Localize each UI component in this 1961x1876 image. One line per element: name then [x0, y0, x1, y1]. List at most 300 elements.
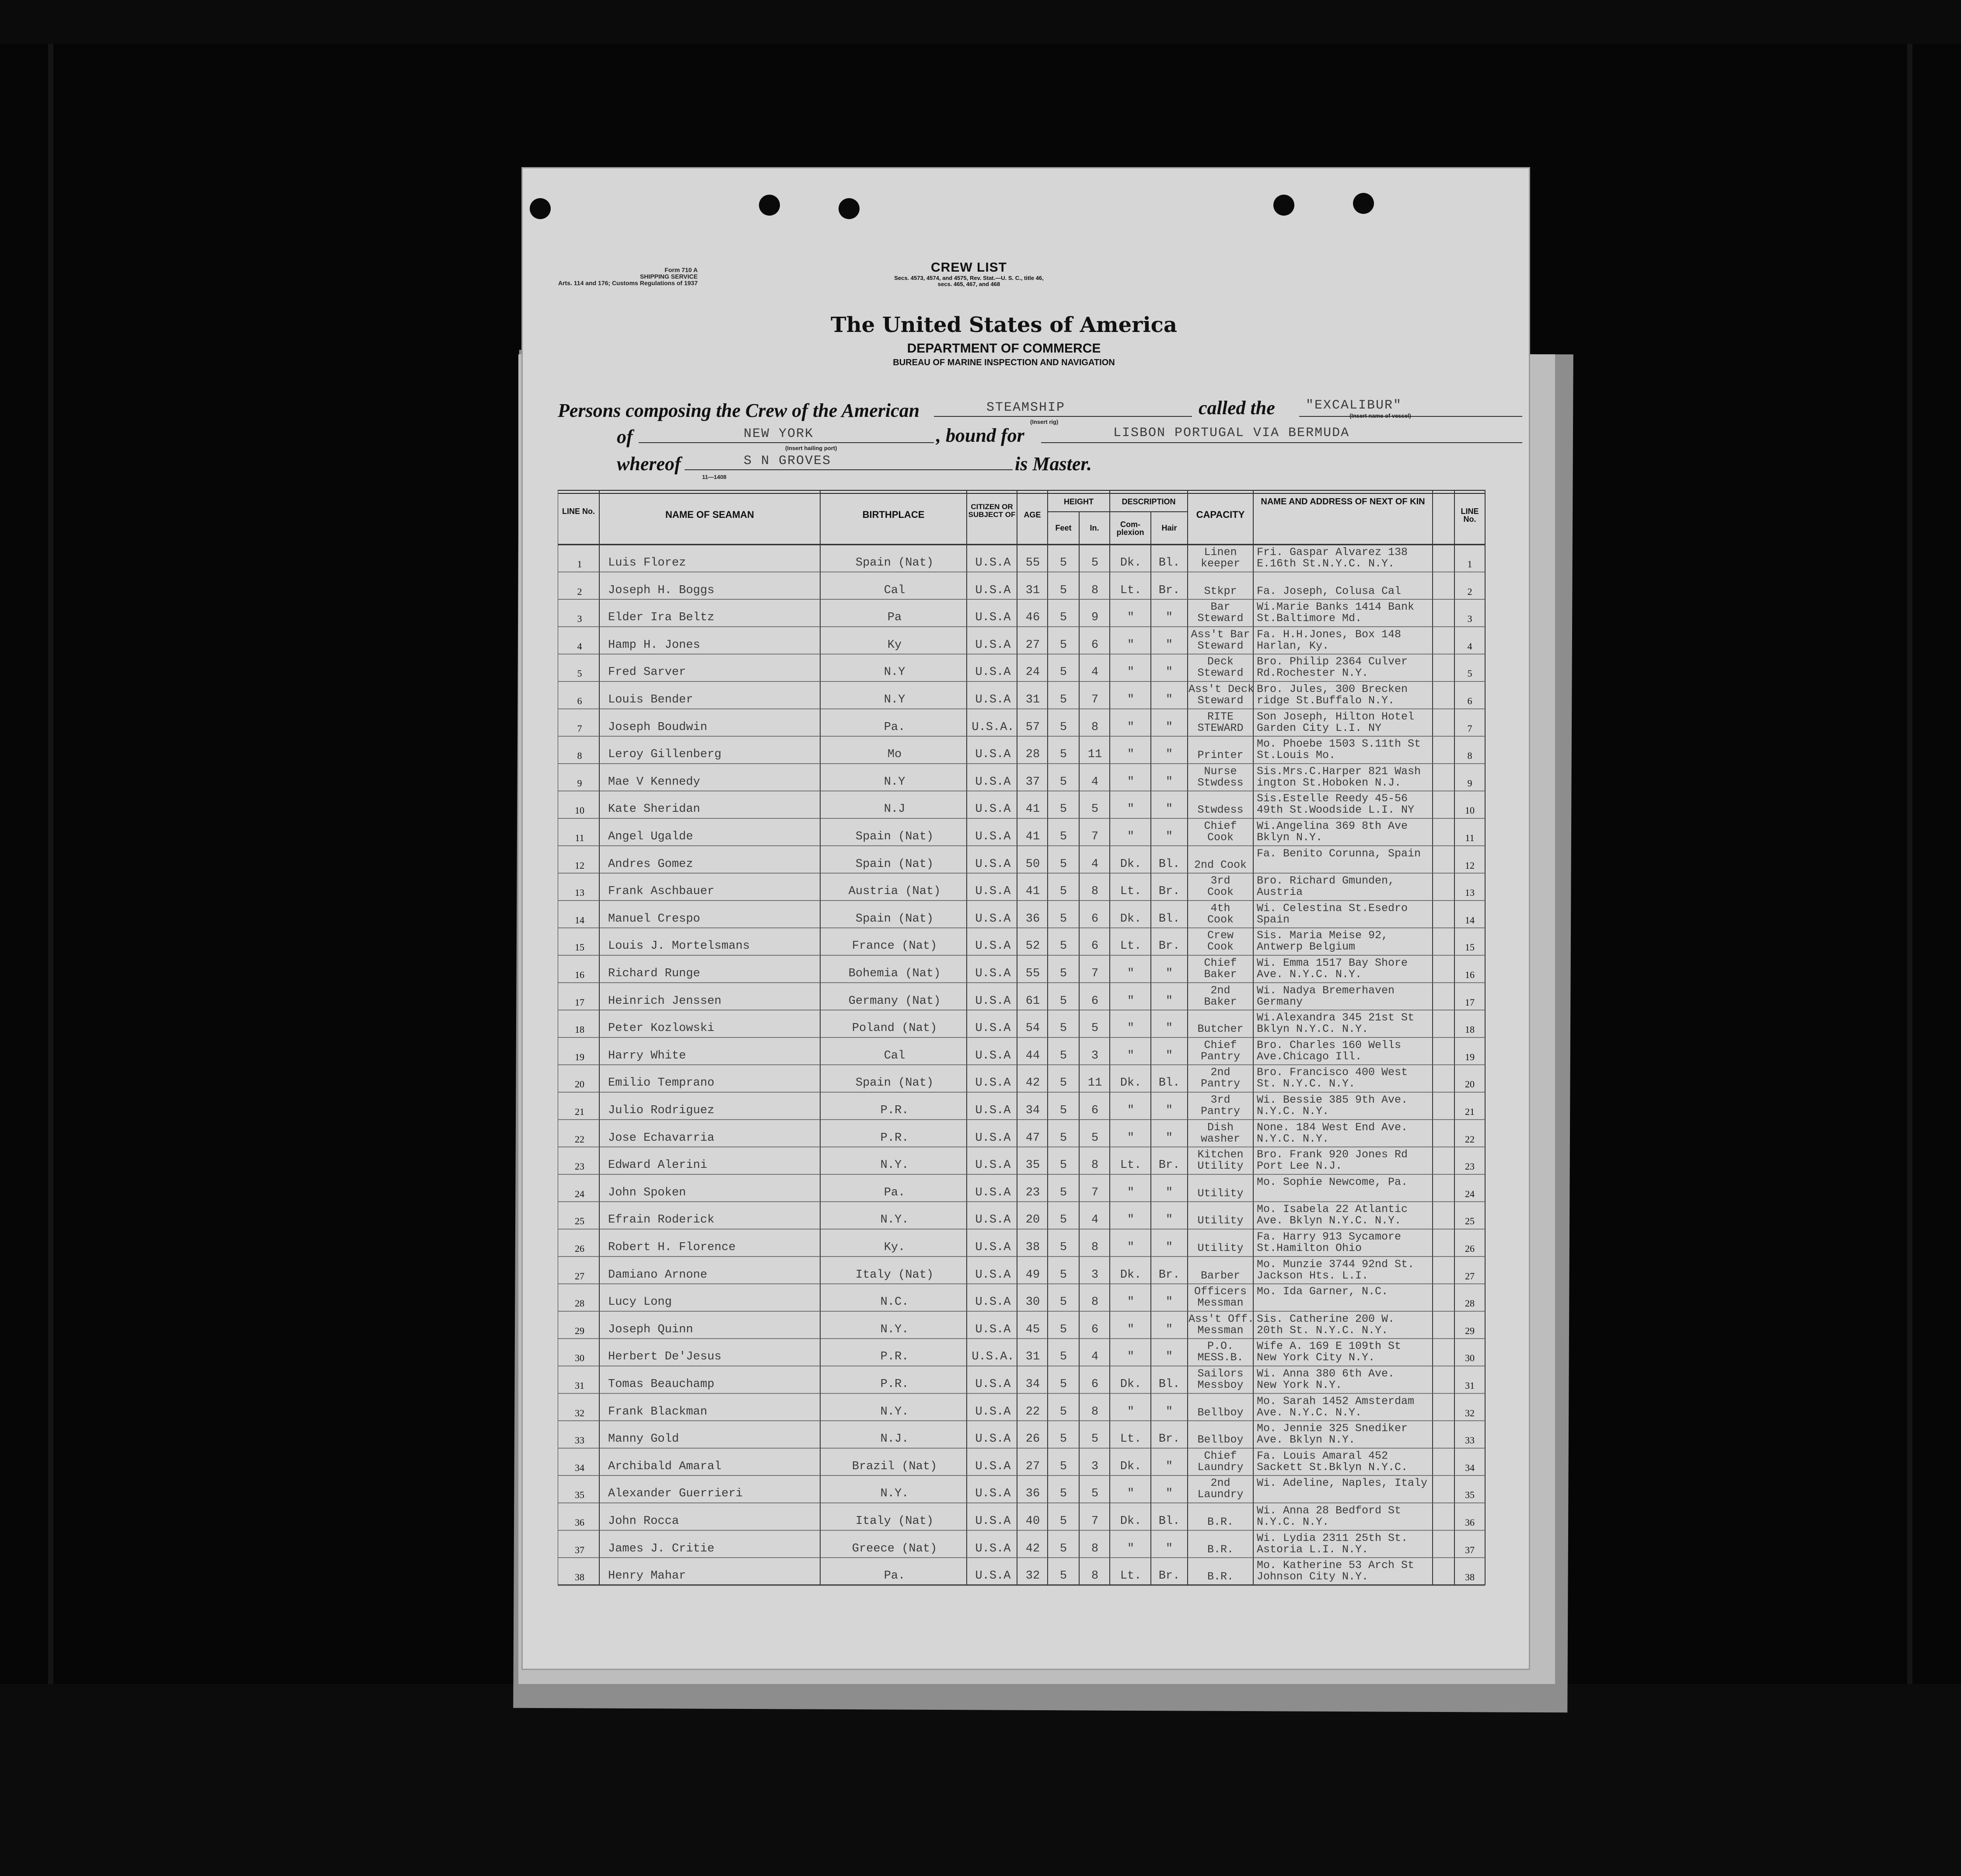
capacity-line-1: 2nd [1210, 984, 1230, 997]
seaman-name: Tomas Beauchamp [608, 1378, 715, 1391]
height-inches: 5 [1091, 1432, 1099, 1446]
row-line-number: 10 [575, 805, 584, 816]
hair: " [1165, 1049, 1173, 1062]
row-line-number: 24 [575, 1188, 584, 1199]
seaman-name: Frank Aschbauer [608, 885, 715, 898]
citizenship: U.S.A [975, 1076, 1011, 1090]
capacity-line-2: Bellboy [1197, 1433, 1244, 1446]
citizenship: U.S.A [975, 748, 1011, 762]
complexion: " [1127, 967, 1135, 980]
row-line-number: 27 [575, 1270, 584, 1282]
height-feet: 5 [1059, 1350, 1067, 1364]
next-of-kin-line-2: St. N.Y.C. N.Y. [1257, 1079, 1356, 1090]
seaman-name: Heinrich Jenssen [608, 994, 722, 1008]
complexion: " [1127, 720, 1135, 734]
next-of-kin-line-2: N.Y.C. N.Y. [1257, 1106, 1329, 1117]
height-inches: 11 [1087, 748, 1102, 762]
height-inches: 7 [1091, 1186, 1099, 1199]
age: 40 [1025, 1515, 1040, 1528]
height-feet: 5 [1059, 1296, 1067, 1309]
row-line-number-right: 20 [1465, 1079, 1475, 1090]
seaman-name: Fred Sarver [608, 666, 686, 679]
row-line-number: 6 [577, 695, 582, 706]
citizenship: U.S.A [975, 1487, 1011, 1501]
citizenship: U.S.A [975, 1515, 1011, 1528]
capacity-line-2: Utility [1197, 1242, 1244, 1254]
age: 38 [1025, 1241, 1040, 1254]
citizenship: U.S.A [975, 583, 1011, 597]
statute-line-2: secs. 465, 467, and 468 [937, 281, 1000, 287]
hair: Bl. [1158, 1076, 1180, 1090]
complexion: Dk. [1120, 857, 1142, 871]
row-line-number-right: 27 [1465, 1270, 1475, 1282]
column-header-line-no: LINE No. [562, 507, 595, 516]
citizenship: U.S.A. [972, 1350, 1014, 1364]
citizenship: U.S.A [975, 1569, 1011, 1583]
row-line-number: 38 [575, 1572, 584, 1583]
complexion: " [1127, 1296, 1135, 1309]
seaman-name: Hamp H. Jones [608, 638, 700, 652]
hair: " [1165, 1460, 1173, 1473]
next-of-kin-line-1: Wife A. 169 E 109th St [1257, 1341, 1402, 1352]
master-value: S N GROVES [744, 454, 832, 468]
next-of-kin-line-2: ington St.Hoboken N.J. [1257, 777, 1402, 788]
height-feet: 5 [1059, 1186, 1067, 1199]
birthplace: Cal [884, 583, 905, 597]
film-strip-top [0, 0, 1961, 44]
next-of-kin-line-1: None. 184 West End Ave. [1257, 1122, 1408, 1133]
capacity-line-2: Barber [1200, 1269, 1240, 1282]
capacity-line-1: Ass't Off. [1188, 1312, 1255, 1325]
capacity-line-1: Officers [1194, 1285, 1247, 1298]
hair: Br. [1158, 1569, 1180, 1583]
row-line-number-right: 19 [1465, 1051, 1475, 1062]
bound-label: , bound for [936, 425, 1024, 446]
hair: Br. [1158, 583, 1180, 597]
height-inches: 8 [1091, 583, 1099, 597]
complexion: Lt. [1120, 583, 1142, 597]
row-line-number-right: 16 [1465, 969, 1475, 980]
hair: " [1165, 803, 1173, 816]
row-line-number: 23 [575, 1161, 584, 1172]
birthplace: Italy (Nat) [855, 1268, 934, 1282]
age: 27 [1025, 638, 1040, 652]
age: 42 [1025, 1542, 1040, 1555]
age: 36 [1025, 912, 1040, 926]
age: 52 [1025, 940, 1040, 953]
complexion: Dk. [1120, 1460, 1142, 1473]
capacity-line-2: Messboy [1197, 1379, 1244, 1391]
citizenship: U.S.A [975, 1022, 1011, 1035]
row-line-number-right: 12 [1465, 859, 1475, 871]
birthplace: P.R. [880, 1350, 909, 1364]
capacity-line-2: Pantry [1200, 1077, 1240, 1090]
next-of-kin-line-2: 49th St.Woodside L.I. NY [1257, 805, 1415, 816]
capacity-line-2: Steward [1197, 639, 1244, 652]
next-of-kin-line-2: Johnson City N.Y. [1257, 1572, 1369, 1583]
next-of-kin-line-2: Austria [1257, 887, 1303, 898]
next-of-kin-line-1: Wi. Adeline, Naples, Italy [1257, 1478, 1428, 1489]
next-of-kin-line-2: New York City N.Y. [1257, 1352, 1375, 1363]
seaman-name: Damiano Arnone [608, 1268, 707, 1282]
column-header-feet: Feet [1055, 524, 1072, 532]
seaman-name: John Rocca [608, 1515, 679, 1528]
row-line-number-right: 5 [1467, 668, 1472, 679]
persons-label: Persons composing the Crew of the American [558, 400, 920, 421]
film-edge-left [48, 44, 53, 1684]
height-feet: 5 [1059, 1076, 1067, 1090]
height-feet: 5 [1059, 857, 1067, 871]
seaman-name: Henry Mahar [608, 1569, 686, 1583]
height-feet: 5 [1059, 803, 1067, 816]
capacity-line-1: Sailors [1197, 1367, 1244, 1380]
birthplace: Austria (Nat) [848, 885, 941, 898]
film-edge-right [1907, 44, 1912, 1684]
row-line-number: 29 [575, 1325, 584, 1336]
complexion: Lt. [1120, 1569, 1142, 1583]
statute-line-1: Secs. 4573, 4574, and 4575, Rev. Stat.—U. S. C., title 46, [894, 275, 1044, 281]
capacity-line-2: Butcher [1197, 1023, 1244, 1036]
birthplace: P.R. [880, 1131, 909, 1145]
seaman-name: Efrain Roderick [608, 1213, 715, 1227]
age: 28 [1025, 748, 1040, 762]
height-inches: 4 [1091, 775, 1099, 789]
height-feet: 5 [1059, 556, 1067, 569]
hair: " [1165, 830, 1173, 843]
row-line-number-right: 9 [1467, 777, 1472, 789]
height-feet: 5 [1059, 830, 1067, 843]
row-line-number-right: 8 [1467, 750, 1472, 762]
complexion: Dk. [1120, 1378, 1142, 1391]
seaman-name: Peter Kozlowski [608, 1022, 715, 1035]
birthplace: Bohemia (Nat) [848, 967, 941, 980]
age: 32 [1025, 1569, 1040, 1583]
capacity-line-1: 3rd [1210, 874, 1230, 887]
row-line-number: 11 [575, 832, 584, 843]
next-of-kin-line-1: Mo. Phoebe 1503 S.11th St [1257, 739, 1421, 750]
rig-hint: (Insert rig) [1030, 419, 1059, 425]
height-feet: 5 [1059, 967, 1067, 980]
height-inches: 5 [1091, 556, 1099, 569]
hair: " [1165, 1323, 1173, 1336]
vessel-hint: (Insert name of vessel) [1349, 412, 1411, 419]
complexion: " [1127, 638, 1135, 652]
complexion: " [1127, 803, 1135, 816]
height-inches: 6 [1091, 940, 1099, 953]
whereof-label: whereof [617, 453, 681, 475]
hair: " [1165, 775, 1173, 789]
capacity-line-1: Chief [1204, 1038, 1237, 1052]
citizenship: U.S.A [975, 638, 1011, 652]
hair: " [1165, 1487, 1173, 1501]
birthplace: N.Y. [880, 1159, 909, 1172]
next-of-kin-line-1: Son Joseph, Hilton Hotel [1257, 711, 1415, 722]
height-feet: 5 [1059, 1378, 1067, 1391]
seaman-name: Leroy Gillenberg [608, 748, 722, 762]
complexion: Dk. [1120, 1076, 1142, 1090]
age: 55 [1025, 556, 1040, 569]
row-line-number: 31 [575, 1380, 584, 1391]
capacity-line-2: 2nd Cook [1194, 858, 1247, 871]
age: 26 [1025, 1432, 1040, 1446]
capacity-line-2: Stwdess [1197, 804, 1244, 817]
complexion: " [1127, 666, 1135, 679]
capacity-line-1: Kitchen [1197, 1148, 1244, 1161]
height-feet: 5 [1059, 1515, 1067, 1528]
next-of-kin-line-2: St.Baltimore Md. [1257, 613, 1362, 624]
next-of-kin-line-2: N.Y.C. N.Y. [1257, 1517, 1329, 1527]
capacity-line-2: Utility [1197, 1187, 1244, 1200]
row-line-number-right: 15 [1465, 942, 1475, 953]
height-inches: 7 [1091, 1515, 1099, 1528]
row-line-number: 26 [575, 1243, 584, 1254]
height-inches: 5 [1091, 1131, 1099, 1145]
capacity-line-1: Chief [1204, 1449, 1237, 1462]
complexion: " [1127, 1049, 1135, 1062]
row-line-number-right: 25 [1465, 1216, 1475, 1227]
form-number: Form 710 A [664, 266, 698, 273]
birthplace: Spain (Nat) [855, 912, 934, 926]
height-feet: 5 [1059, 775, 1067, 789]
next-of-kin-line-1: Wi.Alexandra 345 21st St [1257, 1013, 1415, 1024]
height-feet: 5 [1059, 940, 1067, 953]
next-of-kin-line-1: Bro. Charles 160 Wells [1257, 1040, 1402, 1051]
punch-hole [530, 198, 551, 219]
row-line-number: 25 [575, 1216, 584, 1227]
complexion: " [1127, 830, 1135, 843]
port-underline [639, 442, 934, 443]
seaman-name: Luis Florez [608, 556, 686, 569]
hair: " [1165, 1241, 1173, 1254]
height-inches: 11 [1087, 1076, 1102, 1090]
next-of-kin-line-2: Fa. Joseph, Colusa Cal [1257, 586, 1402, 597]
next-of-kin-line-1: Wi. Lydia 2311 25th St. [1257, 1533, 1408, 1544]
rig-value: STEAMSHIP [986, 400, 1066, 415]
age: 24 [1025, 666, 1040, 679]
next-of-kin-line-2: Garden City L.I. NY [1257, 723, 1382, 734]
row-line-number: 13 [575, 887, 584, 898]
capacity-line-1: Ass't Bar [1191, 628, 1250, 641]
complexion: " [1127, 1350, 1135, 1364]
row-line-number-right: 21 [1465, 1106, 1475, 1117]
seaman-name: Manuel Crespo [608, 912, 700, 926]
citizenship: U.S.A [975, 1131, 1011, 1145]
age: 50 [1025, 857, 1040, 871]
age: 34 [1025, 1378, 1040, 1391]
next-of-kin-line-1: Fa. Louis Amaral 452 [1257, 1450, 1388, 1461]
hair: " [1165, 1296, 1173, 1309]
next-of-kin-line-1: Fri. Gaspar Alvarez 138 [1257, 547, 1408, 558]
seaman-name: Lucy Long [608, 1296, 672, 1309]
height-feet: 5 [1059, 1405, 1067, 1418]
height-feet: 5 [1059, 1432, 1067, 1446]
height-inches: 5 [1091, 1022, 1099, 1035]
next-of-kin-line-1: Mo. Sophie Newcome, Pa. [1257, 1177, 1408, 1188]
height-inches: 8 [1091, 720, 1099, 734]
next-of-kin-line-1: Bro. Richard Gmunden, [1257, 876, 1395, 887]
next-of-kin-line-2: Bklyn N.Y.C. N.Y. [1257, 1024, 1369, 1035]
row-line-number: 2 [577, 586, 582, 597]
complexion: " [1127, 1487, 1135, 1501]
next-of-kin-line-2: Spain [1257, 914, 1290, 925]
seaman-name: Robert H. Florence [608, 1241, 736, 1254]
next-of-kin-line-2: Jackson Hts. L.I. [1257, 1270, 1369, 1281]
capacity-line-2: Laundry [1197, 1488, 1244, 1501]
row-line-number-right: 33 [1465, 1435, 1475, 1446]
crew-list-document [523, 168, 1529, 1669]
seaman-name: Joseph Quinn [608, 1323, 693, 1336]
hair: " [1165, 1350, 1173, 1364]
height-feet: 5 [1059, 666, 1067, 679]
age: 35 [1025, 1159, 1040, 1172]
row-line-number-right: 6 [1467, 695, 1472, 706]
capacity-line-1: Crew [1207, 929, 1234, 942]
punch-hole [839, 198, 860, 219]
seaman-name: Julio Rodriguez [608, 1104, 715, 1117]
row-line-number-right: 24 [1465, 1188, 1475, 1199]
form-service: SHIPPING SERVICE [640, 273, 698, 280]
height-inches: 8 [1091, 1569, 1099, 1583]
next-of-kin-line-2: Ave. N.Y.C. N.Y. [1257, 969, 1362, 980]
seaman-name: James J. Critie [608, 1542, 715, 1555]
citizenship: U.S.A [975, 803, 1011, 816]
seaman-name: Frank Blackman [608, 1405, 707, 1418]
capacity-line-2: Steward [1197, 612, 1244, 625]
column-header-complexion: Com- plexion [1116, 520, 1144, 537]
complexion: Dk. [1120, 912, 1142, 926]
capacity-line-2: Baker [1204, 968, 1237, 981]
age: 55 [1025, 967, 1040, 980]
seaman-name: Emilio Temprano [608, 1076, 715, 1090]
capacity-line-2: Laundry [1197, 1460, 1244, 1474]
seaman-name: Louis J. Mortelsmans [608, 940, 750, 953]
department-name: DEPARTMENT OF COMMERCE [907, 341, 1101, 356]
seaman-name: Manny Gold [608, 1432, 679, 1446]
seaman-name: Edward Alerini [608, 1159, 707, 1172]
next-of-kin-line-1: Fa. H.H.Jones, Box 148 [1257, 629, 1402, 640]
height-feet: 5 [1059, 748, 1067, 762]
capacity-line-2: STEWARD [1197, 721, 1244, 734]
next-of-kin-line-2: St.Louis Mo. [1257, 750, 1336, 761]
column-header-name: NAME OF SEAMAN [665, 509, 754, 520]
age: 27 [1025, 1460, 1040, 1473]
is-master-label: is Master. [1015, 453, 1092, 475]
height-feet: 5 [1059, 1213, 1067, 1227]
birthplace: N.Y. [880, 1323, 909, 1336]
crew-list-title: CREW LIST [931, 260, 1007, 275]
age: 47 [1025, 1131, 1040, 1145]
complexion: " [1127, 693, 1135, 706]
row-line-number-right: 11 [1465, 832, 1475, 843]
hair: Br. [1158, 1432, 1180, 1446]
row-line-number-right: 1 [1467, 559, 1472, 569]
citizenship: U.S.A [975, 912, 1011, 926]
hair: " [1165, 693, 1173, 706]
next-of-kin-line-2: Ave. N.Y.C. N.Y. [1257, 1407, 1362, 1418]
capacity-line-2: Cook [1207, 940, 1234, 954]
age: 31 [1025, 1350, 1040, 1364]
film-strip-bottom [0, 1684, 1961, 1876]
next-of-kin-line-2: Ave. Bklyn N.Y. [1257, 1435, 1356, 1446]
capacity-line-2: Cook [1207, 831, 1234, 844]
complexion: Lt. [1120, 885, 1142, 898]
age: 54 [1025, 1022, 1040, 1035]
citizenship: U.S.A [975, 1241, 1011, 1254]
complexion: Dk. [1120, 1268, 1142, 1282]
age: 20 [1025, 1213, 1040, 1227]
row-line-number-right: 7 [1467, 723, 1472, 734]
complexion: " [1127, 994, 1135, 1008]
row-line-number: 33 [575, 1435, 584, 1446]
height-feet: 5 [1059, 693, 1067, 706]
next-of-kin-line-1: Wi.Angelina 369 8th Ave [1257, 821, 1408, 831]
birthplace: Italy (Nat) [855, 1515, 934, 1528]
capacity-line-2: Stkpr [1204, 584, 1237, 597]
hair: " [1165, 1104, 1173, 1117]
complexion: " [1127, 1131, 1135, 1145]
citizenship: U.S.A [975, 556, 1011, 569]
citizenship: U.S.A [975, 693, 1011, 706]
next-of-kin-line-1: Wi. Anna 380 6th Ave. [1257, 1369, 1395, 1379]
row-line-number: 7 [577, 723, 582, 734]
hair: " [1165, 1213, 1173, 1227]
age: 42 [1025, 1076, 1040, 1090]
capacity-line-2: B.R. [1207, 1543, 1234, 1556]
row-line-number: 4 [577, 640, 582, 652]
column-header-citizen: CITIZEN OR SUBJECT OF [968, 503, 1016, 519]
capacity-line-2: MESS.B. [1197, 1351, 1244, 1364]
row-line-number: 21 [575, 1106, 584, 1117]
column-header-description: DESCRIPTION [1122, 497, 1176, 506]
citizenship: U.S.A [975, 611, 1011, 625]
birthplace: Brazil (Nat) [852, 1460, 937, 1473]
next-of-kin-line-2: Sackett St.Bklyn N.Y.C. [1257, 1462, 1408, 1473]
hair: " [1165, 1405, 1173, 1418]
form-arts: Arts. 114 and 176; Customs Regulations of 1937 [558, 279, 698, 286]
hair: " [1165, 1131, 1173, 1145]
hair: " [1165, 611, 1173, 625]
row-line-number: 20 [575, 1079, 584, 1090]
citizenship: U.S.A [975, 885, 1011, 898]
height-inches: 8 [1091, 1159, 1099, 1172]
row-line-number-right: 38 [1465, 1572, 1475, 1583]
height-feet: 5 [1059, 1460, 1067, 1473]
hair: " [1165, 720, 1173, 734]
row-line-number: 3 [577, 613, 582, 625]
row-line-number: 16 [575, 969, 584, 980]
next-of-kin-line-2: St.Hamilton Ohio [1257, 1243, 1362, 1254]
column-header-age: AGE [1024, 510, 1041, 519]
row-line-number: 19 [575, 1051, 584, 1062]
birthplace: Spain (Nat) [855, 556, 934, 569]
height-inches: 6 [1091, 1104, 1099, 1117]
row-line-number-right: 32 [1465, 1407, 1475, 1418]
citizenship: U.S.A [975, 994, 1011, 1008]
height-feet: 5 [1059, 638, 1067, 652]
row-line-number: 32 [575, 1407, 584, 1418]
row-line-number-right: 28 [1465, 1298, 1475, 1309]
row-line-number-right: 35 [1465, 1489, 1475, 1501]
punch-hole [1273, 195, 1294, 216]
birthplace: Greece (Nat) [852, 1542, 937, 1555]
citizenship: U.S.A [975, 1460, 1011, 1473]
port-hint: (Insert hailing port) [785, 445, 837, 451]
next-of-kin-line-2: New York N.Y. [1257, 1380, 1342, 1390]
height-inches: 6 [1091, 994, 1099, 1008]
height-feet: 5 [1059, 1569, 1067, 1583]
seaman-name: Archibald Amaral [608, 1460, 722, 1473]
height-feet: 5 [1059, 1049, 1067, 1062]
